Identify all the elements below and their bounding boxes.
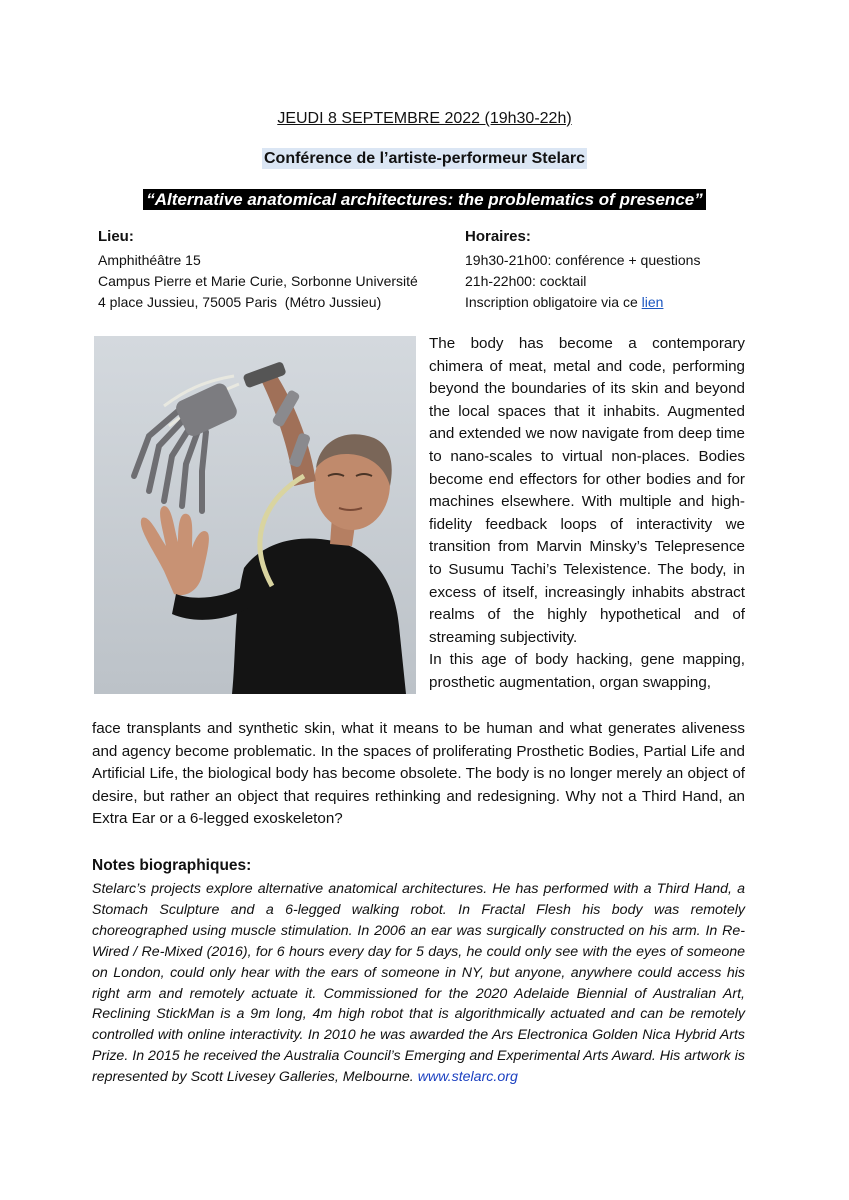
body-paragraph-2-start: In this age of body hacking, gene mapping, prosthetic augmentation, organ swapping, [429, 651, 745, 691]
bio-heading: Notes biographiques: [92, 857, 252, 874]
venue-block [98, 226, 418, 313]
venue-heading: Lieu: [98, 228, 134, 245]
body-paragraph-1: The body has become a contemporary chimera of meat, metal and code, performing beyond the boundaries of its skin and beyond the local spaces that it inhabits. Augmented and extended we now navigate from deep time to nano-scales to virtual non-places. Bodies become end effectors for other bodies and for machines elsewhere. With multiple and high-fidelity feedback loops of interactivity we transition from Marvin Minsky’s Telepresence to Susumu Tachi’s Telexistence. The body, in excess of itself, increasingly inhabits abstract realms of the highly hypothetical and of streaming subjectivity. [429, 335, 745, 646]
registration-text: Inscription obligatoire via ce [465, 294, 642, 310]
conference-title-text: Conférence de l’artiste-performeur Stelarc [264, 150, 585, 167]
registration-link[interactable]: lien [641, 294, 664, 310]
venue-line: 4 place Jussieu, 75005 Paris (Métro Jussieu) [98, 294, 382, 310]
schedule-line: 19h30-21h00: conférence + questions [465, 252, 701, 268]
bio-body: Stelarc’s projects explore alternative anatomical architectures. He has performed with a Third Hand, a Stomach Sculpture and a 6-legged walking robot. In Fractal Flesh his body was remotely choreographed using muscle stimulation. In 2006 an ear was surgically constructed on his arm. In Re-Wired / Re-Mixed (2016), for 6 hours every day for 5 days, he could only see with the eyes of someone on London, could only hear with the ears of someone in NY, but anyone, anywhere could access his right arm and remotely actuate it. Commissioned for the 2020 Adelaide Biennial of Australian Art, Reclining StickMan is a 9m long, 4m high robot that is algorithmically actuated and can be remotely controlled with online interactivity. In 2010 he was awarded the Ars Electronica Golden Nica Hybrid Arts Prize. In 2015 he received the Australia Council’s Emerging and Experimental Arts Award. His artwork is represented by Scott Livesey Galleries, Melbourne. [92, 881, 745, 1086]
artist-photo-illustration [94, 336, 416, 694]
website-link[interactable]: www.stelarc.org [417, 1069, 518, 1086]
schedule-line: 21h-22h00: cocktail [465, 273, 587, 289]
schedule-heading: Horaires: [465, 228, 531, 245]
venue-line: Campus Pierre et Marie Curie, Sorbonne Université [98, 273, 418, 289]
bio-text [92, 879, 745, 1088]
lecture-title [0, 190, 849, 210]
conference-title [0, 150, 849, 168]
artist-photo [94, 336, 416, 694]
lecture-title-text: “Alternative anatomical architectures: the problematics of presence” [143, 189, 705, 210]
body-text-column [429, 333, 745, 695]
event-date [0, 110, 849, 128]
venue-line: Amphithéâtre 15 [98, 252, 201, 268]
event-date-text: JEUDI 8 SEPTEMBRE 2022 (19h30-22h) [277, 110, 572, 127]
schedule-block [465, 226, 700, 313]
registration-line [465, 292, 700, 313]
body-paragraph-2-rest: face transplants and synthetic skin, what it means to be human and what generates aliveness and agency become problematic. In the spaces of proliferating Prosthetic Bodies, Partial Life and Artificial Life, the biological body has become obsolete. The body is no longer merely an object of desire, but rather an object that requires rethinking and redesigning. Why not a Third Hand, an Extra Ear or a 6-legged exoskeleton? [92, 720, 745, 828]
